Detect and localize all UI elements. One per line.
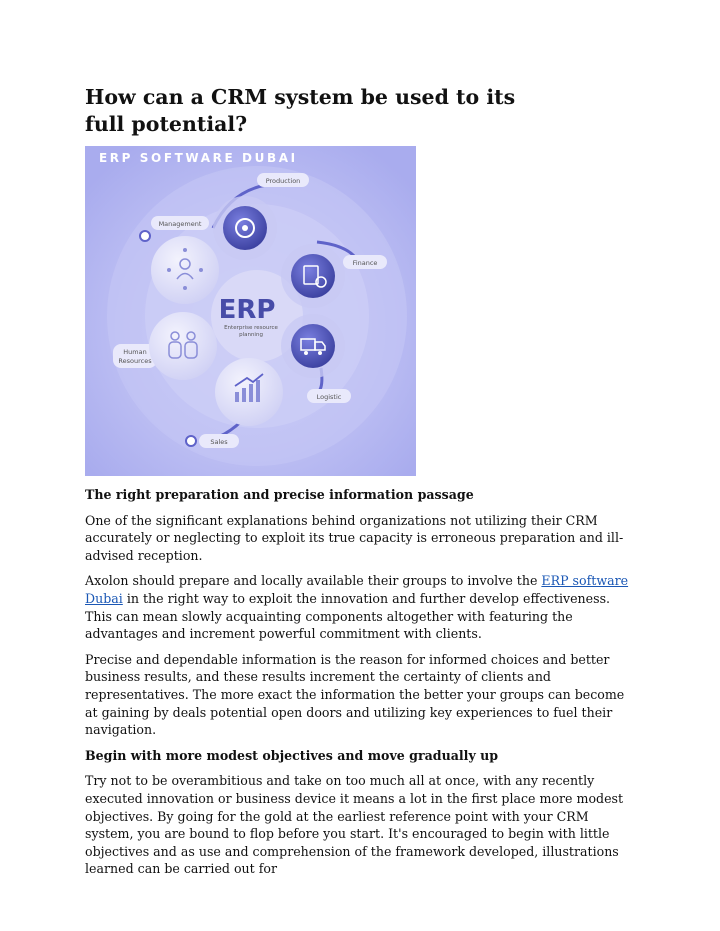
label-management: Management [158,220,202,228]
label-sales: Sales [210,438,228,446]
label-human: Human [123,348,147,356]
label-logistic: Logistic [316,393,342,401]
section2-paragraph-1: Try not to be overambitious and take on too much all at once, with any recently executed innovation or business device it means a lot in the first place more modest objectives. By going for the gold at the earliest reference point with your CRM system, you are bound to flop before you start. It's encouraged to begin with little objectives and as use and comprehension of the framework developed, illustrations learned can be carried out for [85,773,624,877]
center-erp-title: ERP [218,295,276,325]
p2-text-after: in the right way to exploit the innovation and further develop effectiveness. This can mean slowly acquainting components altogether with featuring the advantages and increment powerful commitment with clients. [85,590,611,642]
erp-infographic [85,146,416,476]
image-banner: ERP SOFTWARE DUBAI [99,151,298,165]
section1-paragraph-3: Precise and dependable information is the reason for informed choices and better business results, and these results increment the certainty of clients and representatives. The more exact the information the better your groups can become at gaining by deals potential open doors and utilizing key experiences to fuel their navigation. [85,651,625,738]
section1-heading: The right preparation and precise information passage [85,487,474,502]
article-title: How can a CRM system be used to its full potential? [85,85,516,136]
management-node [151,236,219,304]
label-finance: Finance [352,259,378,267]
logistic-node [281,314,345,378]
section1-paragraph-1: One of the significant explanations behind organizations not utilizing their CRM accurately or neglecting to exploit its true capacity is erroneous preparation and ill-advised reception. [85,512,624,563]
center-erp-sub2: planning [239,332,263,338]
label-resources: Resources [118,357,152,365]
p2-text-before: Axolon should prepare and locally available their groups to involve the [85,573,542,589]
section1-paragraph-2 [85,572,637,642]
sales-node [215,358,283,426]
erp-software-dubai-link[interactable]: ERP software Dubai [85,573,629,606]
center-erp-sub1: Enterprise resource [224,325,278,331]
section2-heading: Begin with more modest objectives and move gradually up [85,747,499,763]
finance-node [281,244,345,308]
production-node [213,196,277,260]
article-body [85,486,637,886]
label-production: Production [265,177,301,185]
human-resources-node [149,312,217,380]
